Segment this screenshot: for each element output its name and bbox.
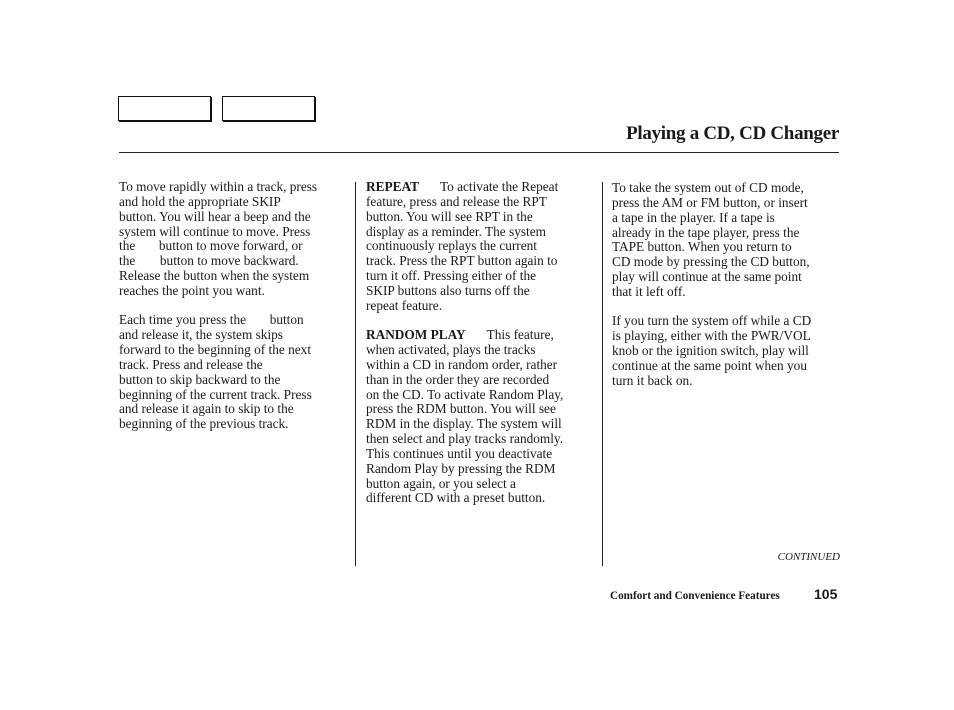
text-line [119,239,349,254]
text-line: different CD with a preset button. [366,490,546,506]
text-line: RDM in the display. The system will [366,416,562,432]
text-line: than in the order they are recorded [366,371,550,387]
paragraph-random-play [366,328,596,506]
text-fragment: Each time you press the [119,312,247,328]
text-line: To move rapidly within a track, press [119,179,318,194]
text-line: a tape in the player. If a tape is [612,209,775,225]
text-line: button. You will see RPT in the [366,208,533,224]
text-line: press the AM or FM button, or insert [612,194,808,210]
text-line: This continues until you deactivate [366,445,553,461]
text-line: press the RDM button. You will see [366,401,556,417]
text-line: reaches the point you want. [119,282,265,298]
text-line: display as a reminder. The system [366,223,546,239]
paragraph-skip-press [119,313,349,432]
text-line: button to skip backward to the [119,371,281,387]
text-line: then select and play tracks randomly. [366,431,564,447]
text-fragment: the [119,238,136,254]
column-3 [612,181,844,403]
text-fragment: button to move backward. [159,253,299,269]
footer-section-name: Comfort and Convenience Features [610,590,780,602]
text-line: TAPE button. When you return to [612,239,792,255]
text-fragment: button to move forward, or [158,238,303,254]
text-fragment: To activate the Repeat [439,179,559,194]
text-line: track. Press the RPT button again to [366,253,558,269]
text-line: when activated, plays the tracks [366,342,536,358]
text-line: already in the tape player, press the [612,224,800,240]
text-line: and hold the appropriate SKIP [119,193,281,209]
title-rule [119,152,839,153]
text-fragment: the [119,253,136,269]
text-line: knob or the ignition switch, play will [612,343,809,359]
text-line: beginning of the current track. Press [119,386,312,402]
paragraph-skip-hold [119,180,349,299]
text-line: To take the system out of CD mode, [612,180,804,195]
text-line: If you turn the system off while a CD [612,313,812,329]
text-line [366,328,596,343]
text-line: play will continue at the same point [612,269,802,285]
column-2 [366,180,596,521]
text-line: on the CD. To activate Random Play, [366,386,564,402]
text-line: feature, press and release the RPT [366,193,547,209]
text-line [119,254,349,269]
page-title: Playing a CD, CD Changer [626,123,839,144]
text-fragment: This feature, [486,327,554,343]
paragraph-power-off [612,314,844,388]
text-line: continuously replays the current [366,238,537,254]
text-line: and release it again to skip to the [119,401,294,417]
column-divider-1 [355,182,356,566]
text-fragment: track. Press and release the [119,356,263,372]
paragraph-repeat [366,180,596,314]
text-line: SKIP buttons also turns off the [366,282,530,298]
text-line: repeat feature. [366,297,443,313]
text-line: is playing, either with the PWR/VOL [612,328,811,344]
text-line: beginning of the previous track. [119,416,289,432]
text-line: system will continue to move. Press [119,223,311,239]
text-fragment: button [269,312,304,328]
text-line [366,180,596,195]
text-line: turn it back on. [612,372,693,388]
continued-label: CONTINUED [777,551,840,563]
text-line: continue at the same point when you [612,357,807,373]
text-line [119,313,349,328]
column-divider-2 [602,182,603,566]
text-line: Random Play by pressing the RDM [366,460,556,476]
column-1 [119,180,349,447]
repeat-heading: REPEAT [366,179,419,194]
paragraph-exit-cd-mode [612,181,844,300]
text-line: and release it, the system skips [119,327,283,343]
text-line: within a CD in random order, rather [366,356,558,372]
text-line: button. You will hear a beep and the [119,208,311,224]
text-line: CD mode by pressing the CD button, [612,254,810,270]
text-line: turn it off. Pressing either of the [366,268,536,284]
text-line: forward to the beginning of the next [119,342,312,358]
text-line [119,358,349,373]
section-tab-1 [118,96,211,121]
random-play-heading: RANDOM PLAY [366,327,466,343]
text-line: Release the button when the system [119,268,310,284]
text-line: that it left off. [612,283,686,299]
section-tab-2 [222,96,315,121]
text-line: button again, or you select a [366,475,516,491]
page-number: 105 [814,586,838,602]
